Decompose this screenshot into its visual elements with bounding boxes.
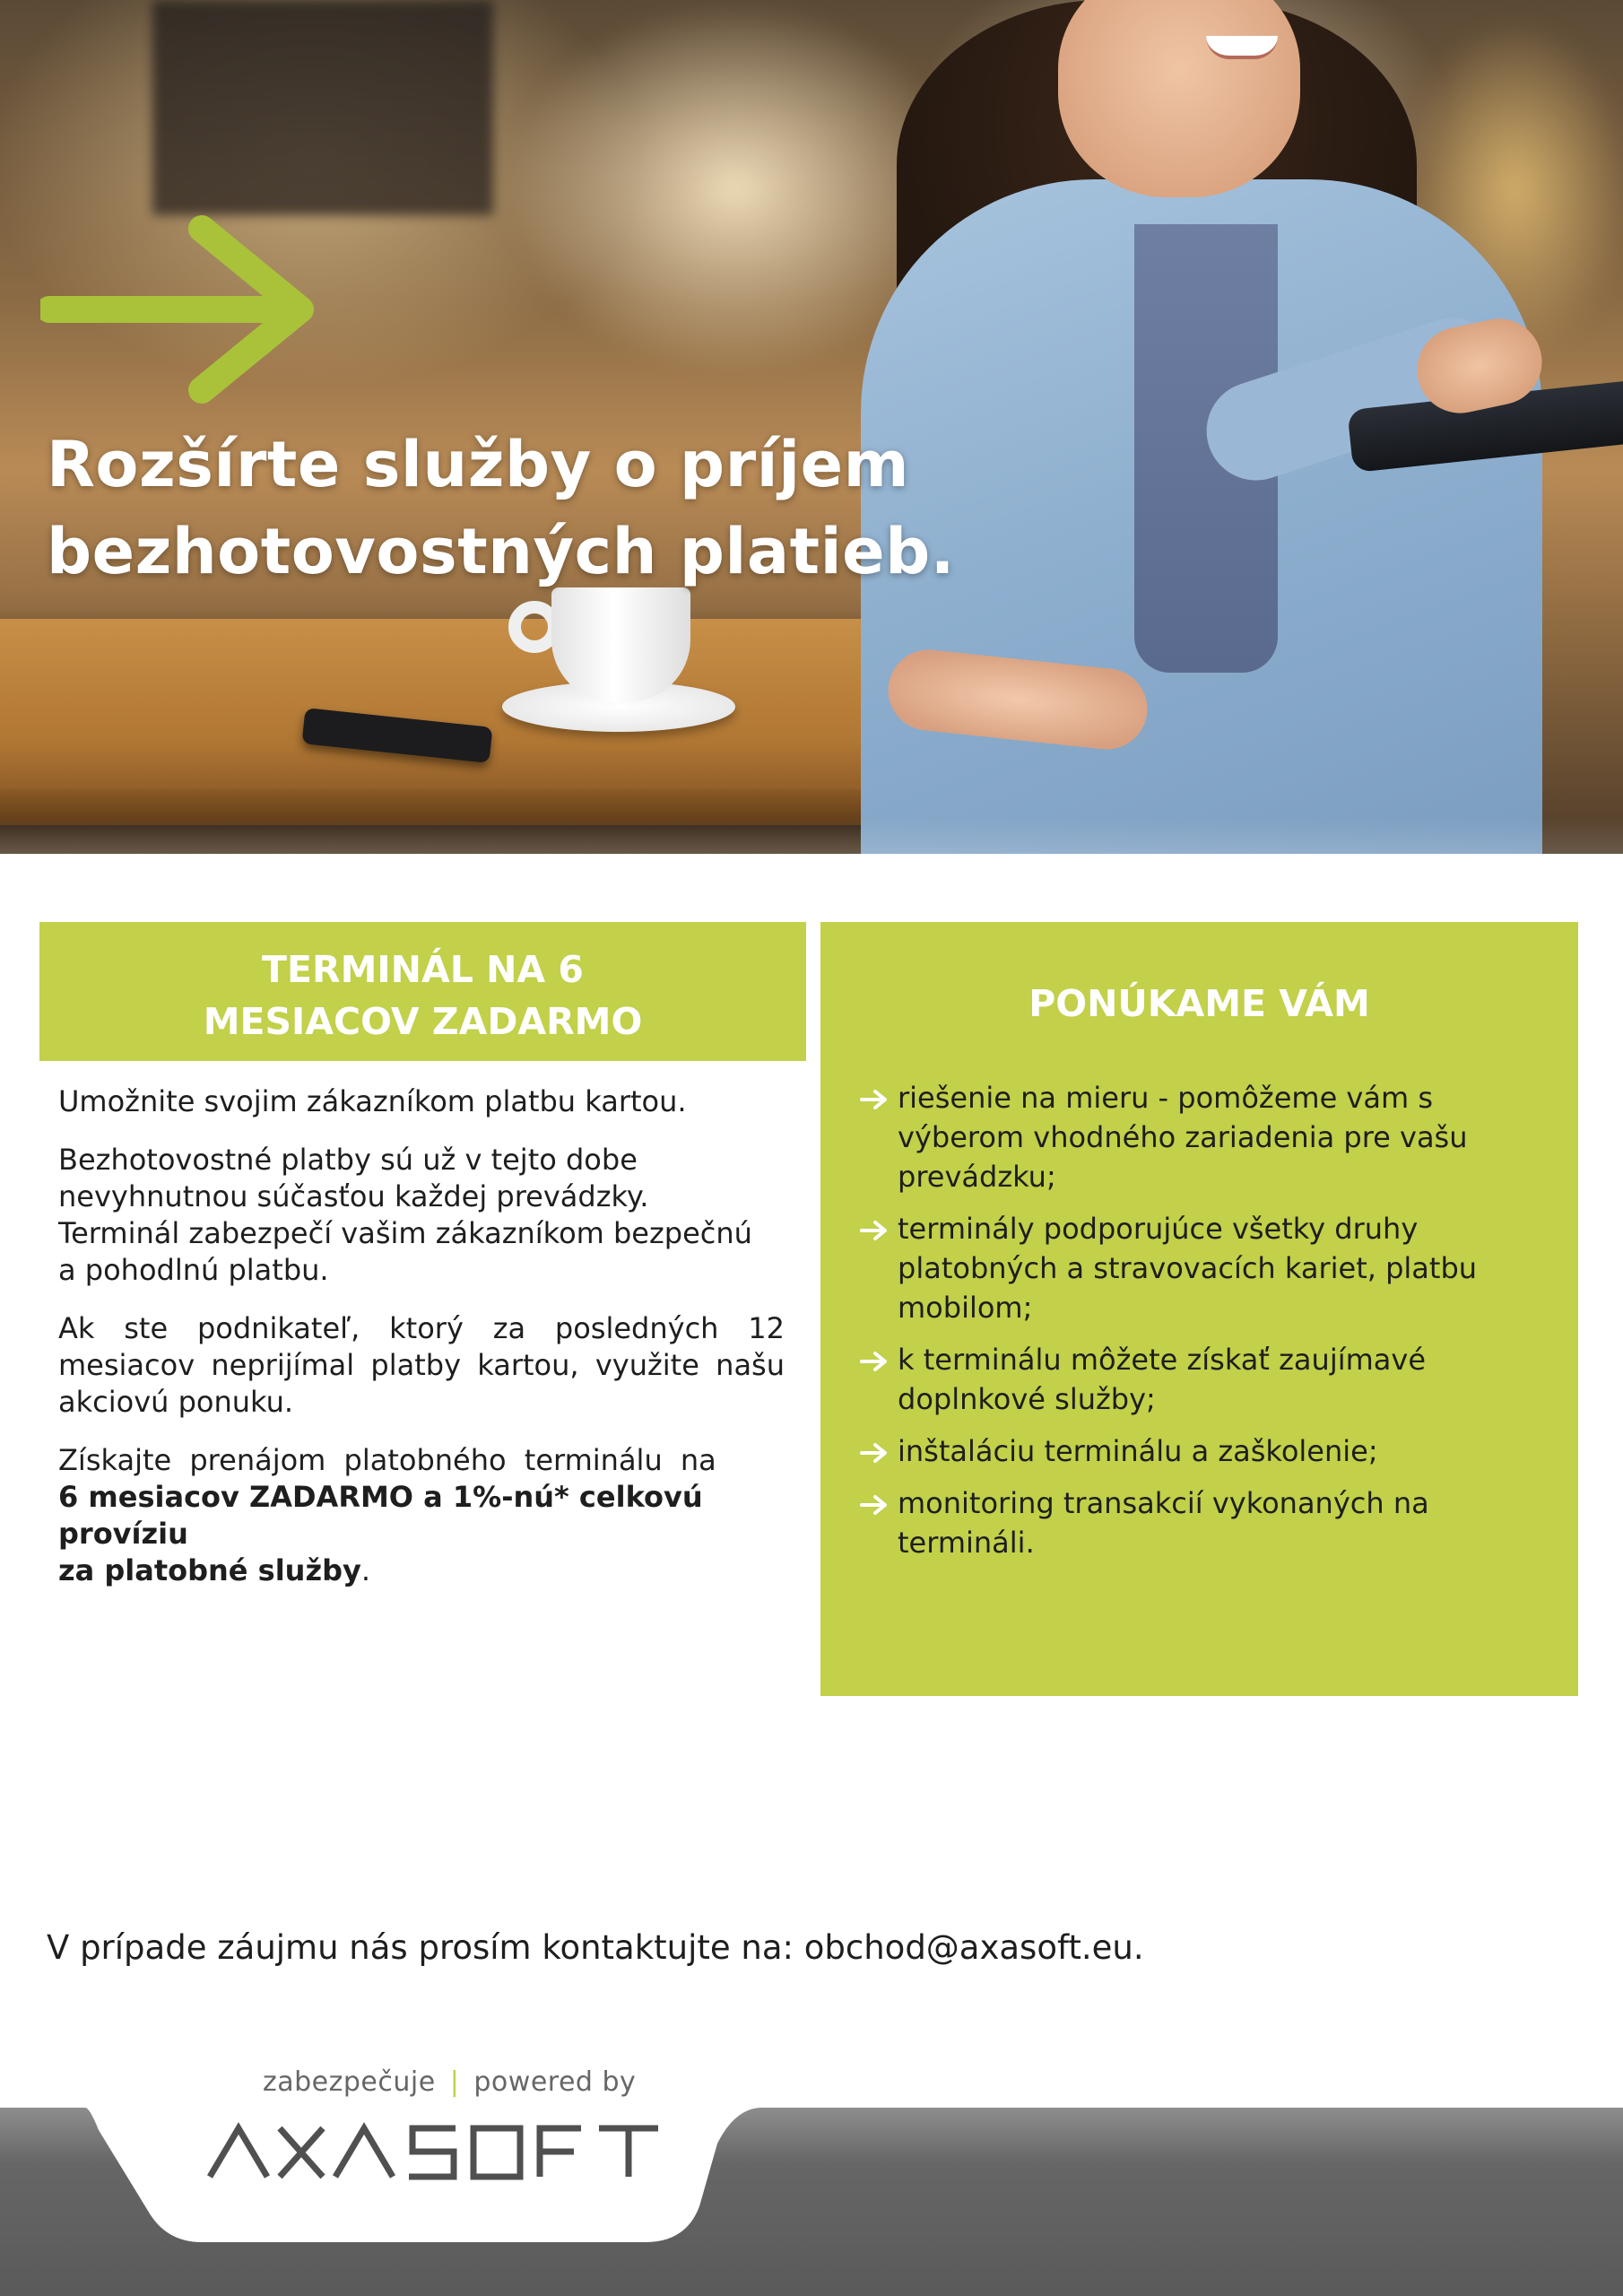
list-item-line: terminály podporujúce všetky druhy	[898, 1212, 1419, 1246]
paragraph-2-line-3: Terminál zabezpečí vašim zákazníkom bezpečnú	[58, 1216, 752, 1250]
powered-by-text: powered by	[473, 2066, 637, 2098]
list-item-line: k terminálu môžete získať zaujímavé	[898, 1343, 1426, 1377]
paragraph-1	[58, 1083, 785, 1120]
offer-description	[58, 1083, 785, 1611]
paragraph-4-bold-line-2: 6 mesiacov ZADARMO a 1%-nú* celkovú províziu	[58, 1480, 703, 1551]
list-item-line: prevádzku;	[898, 1160, 1056, 1194]
coffee-cup	[551, 587, 690, 702]
hero-photo	[0, 0, 1623, 854]
powered-separator: |	[449, 2066, 460, 2098]
benefits-box	[820, 922, 1578, 1696]
paragraph-2-line-1: Bezhotovostné platby sú už v tejto dobe	[58, 1143, 638, 1177]
list-item-line: inštaláciu terminálu a zaškolenie;	[898, 1434, 1378, 1468]
paragraph-3-line-3: akciovú ponuku.	[58, 1385, 294, 1419]
axasoft-logo	[204, 2121, 664, 2184]
offer-header-box	[39, 922, 806, 1061]
paragraph-2-line-2: nevyhnutnou súčasťou každej prevádzky.	[58, 1179, 649, 1213]
woman-face	[1058, 0, 1300, 197]
arrow-bullet-icon	[860, 1351, 889, 1372]
paragraph-4-line-1: Získajte prenájom platobného terminálu na	[58, 1443, 716, 1477]
list-item	[838, 1209, 1556, 1327]
paragraph-4-period: .	[360, 1553, 370, 1587]
list-item	[838, 1431, 1556, 1471]
paragraph-2-line-4: a pohodlnú platbu.	[58, 1253, 329, 1287]
hero-headline-line-1: Rozšírte služby o príjem	[47, 428, 910, 501]
paragraph-4-bold-line-3: za platobné služby	[58, 1553, 361, 1587]
paragraph-3-line-1: Ak ste podnikateľ, ktorý za posledných 12	[58, 1311, 785, 1345]
list-item	[838, 1078, 1556, 1196]
benefits-title: PONÚKAME VÁM	[1028, 982, 1370, 1025]
paragraph-4-line-3	[58, 1552, 785, 1589]
list-item	[838, 1483, 1556, 1562]
paragraph-4	[58, 1442, 785, 1589]
list-item-line: riešenie na mieru - pomôžeme vám s	[898, 1081, 1433, 1115]
arrow-bullet-icon	[860, 1494, 889, 1516]
provided-by-text: zabezpečuje	[263, 2066, 436, 2098]
benefits-list	[838, 1078, 1556, 1575]
offer-header-line-1: TERMINÁL NA 6	[262, 948, 584, 991]
list-item-line: mobilom;	[898, 1291, 1033, 1325]
hero-headline	[47, 422, 955, 596]
paragraph-3	[58, 1310, 785, 1421]
arrow-bullet-icon	[860, 1220, 889, 1241]
hero-bottom-fade	[0, 818, 1623, 854]
paragraph-3-line-2: mesiacov neprijímal platby kartou, využite našu	[58, 1348, 785, 1382]
arrow-bullet-icon	[860, 1089, 889, 1110]
powered-by-label	[263, 2065, 636, 2100]
contact-line: V prípade záujmu nás prosím kontaktujte na: obchod@axasoft.eu.	[47, 1928, 1144, 1967]
offer-header-line-2: MESIACOV ZADARMO	[203, 1000, 643, 1043]
list-item-line: termináli.	[898, 1526, 1035, 1560]
paragraph-1-text: Umožnite svojim zákazníkom platbu kartou.	[58, 1084, 687, 1118]
arrow-bullet-icon	[860, 1442, 889, 1464]
list-item-line: platobných a stravovacích kariet, platbu	[898, 1251, 1478, 1285]
list-item	[838, 1340, 1556, 1419]
paragraph-2	[58, 1142, 785, 1289]
list-item-line: výberom vhodného zariadenia pre vašu	[898, 1120, 1468, 1154]
hero-headline-line-2: bezhotovostných platieb.	[47, 515, 955, 588]
background-window	[152, 0, 493, 215]
list-item-line: doplnkové služby;	[898, 1382, 1156, 1416]
list-item-line: monitoring transakcií vykonaných na	[898, 1486, 1429, 1520]
arrow-right-icon	[40, 215, 318, 404]
